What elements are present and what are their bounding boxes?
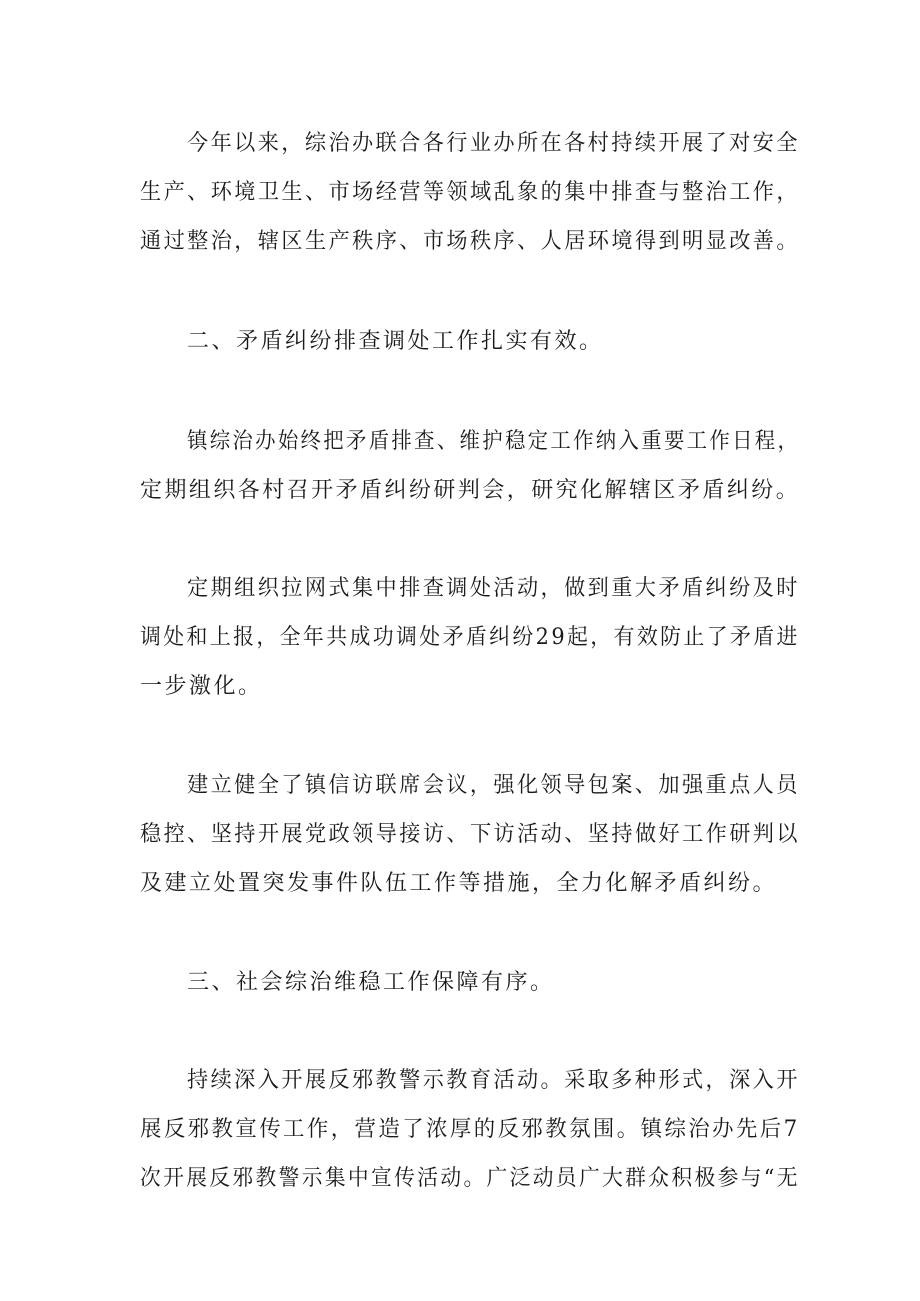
paragraph-4-line-3: 一步激化。 [140,674,263,699]
paragraph-5-line-3: 及建立处置突发事件队伍工作等措施，全力化解矛盾纠纷。 [140,871,778,896]
section-heading-3: 三、社会综治维稳工作保障有序。 [187,970,555,995]
paragraph-5-line-1: 建立健全了镇信访联席会议，强化领导包案、加强重点人员 [187,773,800,798]
paragraph-3-line-1: 镇综治办始终把矛盾排查、维护稳定工作纳入重要工作日程， [187,429,801,454]
paragraph-1-line-2: 生产、环境卫生、市场经营等领域乱象的集中排查与整治工作， [140,180,800,205]
paragraph-1-line-1: 今年以来，综治办联合各行业办所在各村持续开展了对安全 [187,131,800,156]
paragraph-7-line-3: 次开展反邪教警示集中宣传活动。广泛动员广大群众积极参与“无 [140,1166,800,1191]
paragraph-4-line-2: 调处和上报，全年共成功调处矛盾纠纷29起，有效防止了矛盾进 [140,625,800,650]
paragraph-4-line-1: 定期组织拉网式集中排查调处活动，做到重大矛盾纠纷及时 [187,576,800,601]
paragraph-1-line-3: 通过整治，辖区生产秩序、市场秩序、人居环境得到明显改善。 [140,229,800,254]
section-heading-2: 二、矛盾纠纷排查调处工作扎实有效。 [187,329,604,354]
paragraph-3-line-2: 定期组织各村召开矛盾纠纷研判会，研究化解辖区矛盾纠纷。 [140,478,801,503]
paragraph-7-line-1: 持续深入开展反邪教警示教育活动。采取多种形式，深入开 [187,1068,800,1093]
paragraph-7-line-2: 展反邪教宣传工作，营造了浓厚的反邪教氛围。镇综治办先后7 [140,1117,800,1142]
paragraph-5-line-2: 稳控、坚持开展党政领导接访、下访活动、坚持做好工作研判以 [140,822,800,847]
